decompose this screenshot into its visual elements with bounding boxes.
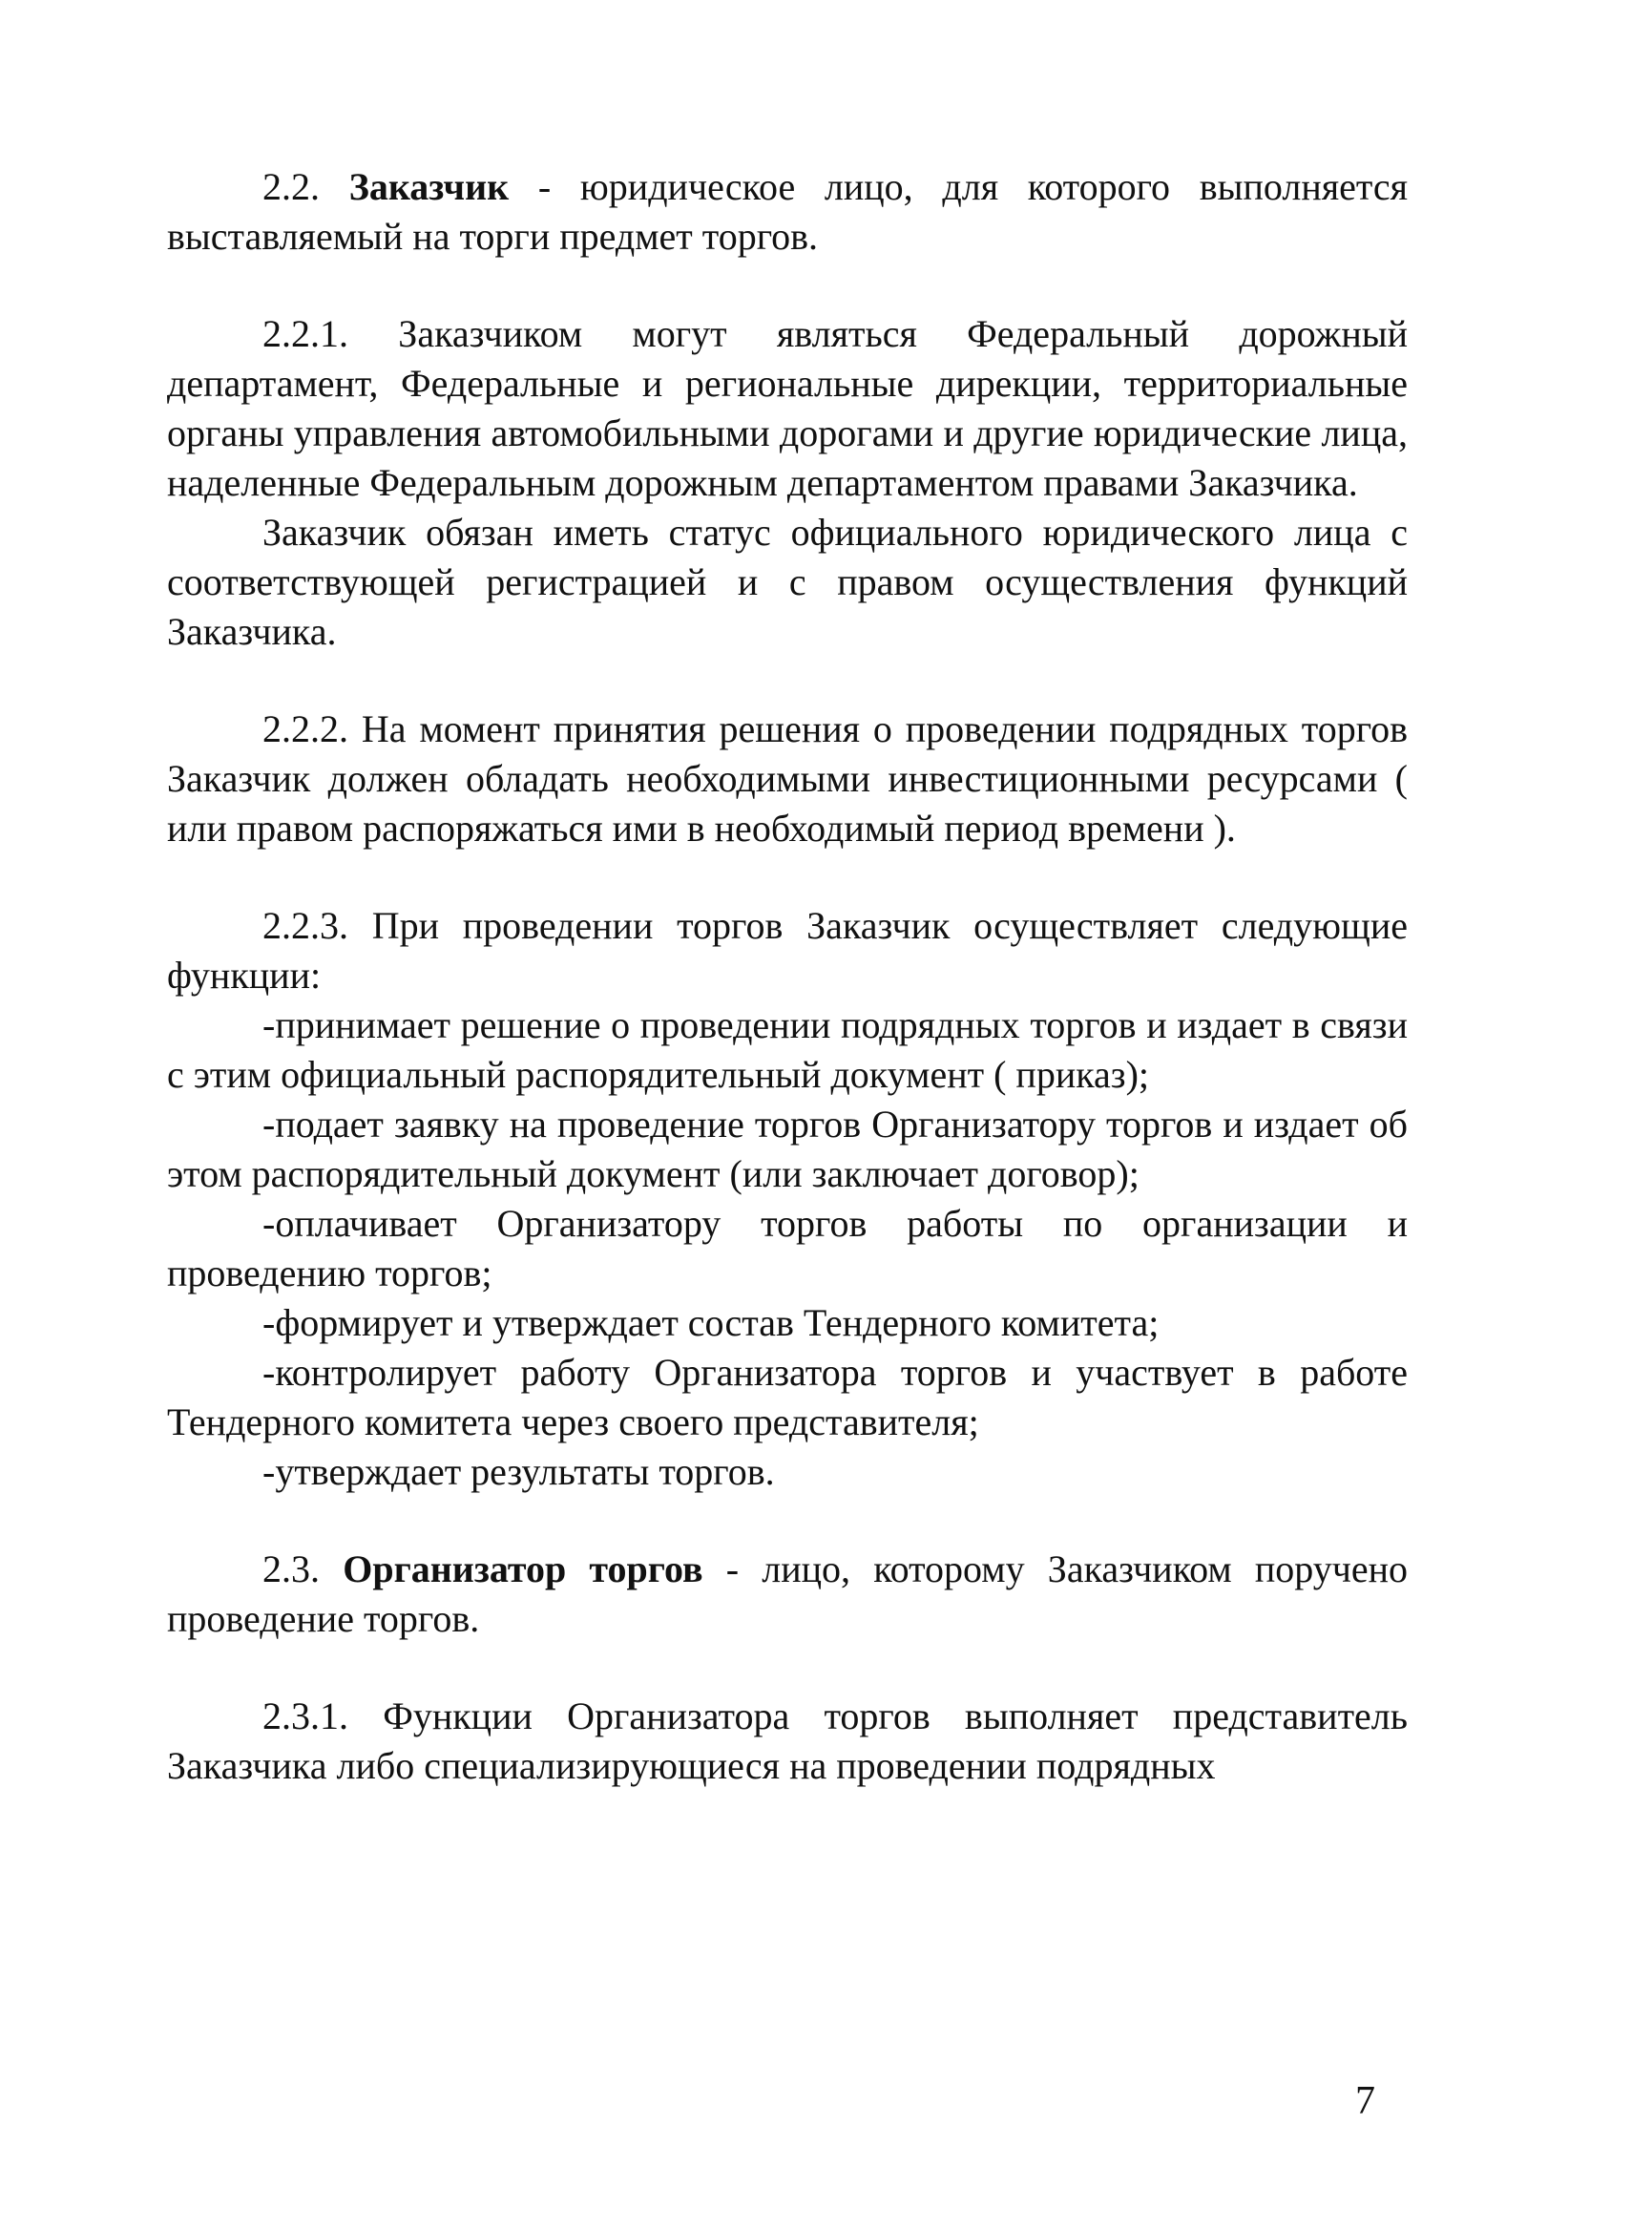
paragraph-number: 2.3. bbox=[262, 1547, 320, 1590]
paragraph-text: -оплачивает Организатору торгов работы по организации и проведению торгов; bbox=[167, 1202, 1408, 1294]
list-item-oplachivaet bbox=[167, 1199, 1408, 1298]
paragraph-text: На момент принятия решения о проведении подрядных торгов Заказчик должен обладать необходимыми инвестиционными ресурсами ( или правом распоряжаться ими в необходимый период времени ). bbox=[167, 707, 1409, 850]
paragraph-2-2-3 bbox=[167, 901, 1408, 1000]
paragraph-2-2-1 bbox=[167, 309, 1408, 508]
paragraph-2-3-1 bbox=[167, 1692, 1408, 1791]
term-zakazchik: Заказчик bbox=[348, 165, 510, 208]
paragraph-number: 2.2.3. bbox=[262, 904, 348, 947]
document-body bbox=[167, 162, 1408, 1791]
paragraph-number: 2.3.1. bbox=[262, 1694, 348, 1737]
paragraph-text: Заказчиком могут являться Федеральный дорожный департамент, Федеральные и региональные дирекции, территориальные органы управления автомобильными дорогами и другие юридические лица, наделенные Федеральным дорожным департаментом правами Заказчика. bbox=[167, 312, 1409, 504]
list-item-formiruet bbox=[167, 1298, 1408, 1348]
paragraph-text: При проведении торгов Заказчик осуществляет следующие функции: bbox=[167, 904, 1408, 997]
paragraph-number: 2.2.1. bbox=[262, 312, 348, 355]
paragraph-number: 2.2. bbox=[262, 165, 320, 208]
page-number: 7 bbox=[1355, 2079, 1375, 2123]
paragraph-text: Заказчик обязан иметь статус официального юридического лица с соответствующей регистрацией и с правом осуществления функций Заказчика. bbox=[167, 511, 1408, 653]
paragraph-number: 2.2.2. bbox=[262, 707, 348, 750]
paragraph-text: -подает заявку на проведение торгов Организатору торгов и издает об этом распорядительный документ (или заключает договор); bbox=[167, 1103, 1408, 1195]
paragraph-zakazchik-status bbox=[167, 508, 1408, 657]
list-item-utverzhdaet bbox=[167, 1447, 1408, 1497]
paragraph-2-2 bbox=[167, 162, 1408, 262]
paragraph-text: -принимает решение о проведении подрядных торгов и издает в связи с этим официальный распорядительный документ ( приказ); bbox=[167, 1003, 1408, 1096]
paragraph-2-3 bbox=[167, 1545, 1408, 1644]
term-organizator: Организатор торгов bbox=[343, 1547, 703, 1590]
list-item-kontroliruet bbox=[167, 1348, 1408, 1447]
paragraph-text: - юридическое лицо, для которого выполняется выставляемый на торги предмет торгов. bbox=[167, 165, 1409, 258]
paragraph-text: -формирует и утверждает состав Тендерного комитета; bbox=[262, 1301, 1160, 1344]
paragraph-text: Функции Организатора торгов выполняет представитель Заказчика либо специализирующиеся на проведении подрядных bbox=[167, 1694, 1408, 1787]
paragraph-text: -контролирует работу Организатора торгов и участвует в работе Тендерного комитета через своего представителя; bbox=[167, 1351, 1408, 1443]
paragraph-text: - лицо, которому Заказчиком поручено проведение торгов. bbox=[167, 1547, 1409, 1640]
paragraph-text: -утверждает результаты торгов. bbox=[262, 1450, 775, 1493]
list-item-prinimaet bbox=[167, 1000, 1408, 1100]
list-item-podaet bbox=[167, 1100, 1408, 1199]
paragraph-2-2-2 bbox=[167, 705, 1408, 853]
